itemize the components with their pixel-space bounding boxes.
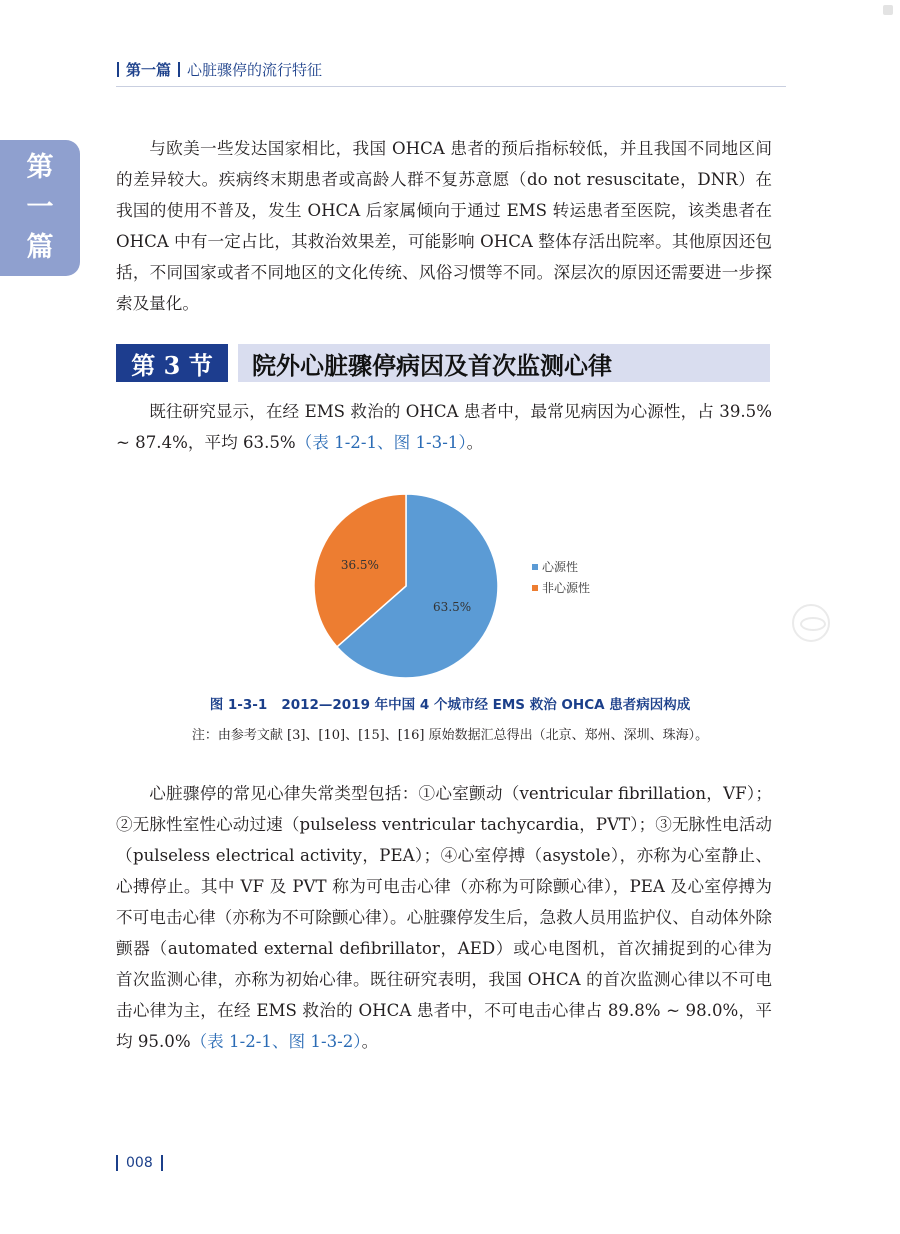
pie-slices: [314, 494, 498, 678]
paragraph-1: [116, 133, 772, 319]
pie-data-label-1: 63.5%: [433, 599, 472, 614]
section-number: 第 3 节: [116, 344, 228, 382]
paragraph-3-body: [116, 778, 772, 1057]
figure-caption: [0, 693, 900, 713]
legend-swatch-2: [532, 585, 538, 591]
paragraph-3-ref-link[interactable]: （表 1-2-1、图 1-3-2）: [190, 1032, 362, 1051]
figure-title: 2012—2019 年中国 4 个城市经 EMS 救治 OHCA 患者病因构成: [281, 697, 691, 713]
pie-chart: [300, 480, 620, 680]
header-bar-mid: [178, 62, 180, 77]
watermark-stamp: [792, 604, 830, 642]
legend-label-1: 心源性: [542, 560, 579, 574]
paragraph-2-body: [116, 396, 772, 458]
section-heading: [116, 344, 770, 382]
paragraph-2-end: 。: [466, 433, 484, 452]
legend-swatch-1: [532, 564, 538, 570]
corner-mark: [883, 5, 893, 15]
legend-label-2: 非心源性: [542, 581, 591, 595]
page-footer: [116, 1155, 163, 1171]
side-tab: [0, 140, 80, 276]
paragraph-2: [116, 396, 772, 458]
header-part: 第一篇: [126, 60, 172, 79]
paragraph-3-end: 。: [361, 1032, 379, 1051]
section-title: 院外心脏骤停病因及首次监测心律: [238, 344, 770, 382]
side-tab-char-3: 篇: [26, 232, 54, 263]
header-section: 心脏骤停的流行特征: [187, 60, 323, 79]
pie-data-label-2: 36.5%: [340, 558, 379, 573]
header-bar-left: [117, 62, 119, 77]
footer-bar-left: [116, 1155, 118, 1171]
figure-note: 注：由参考文献 [3]、[10]、[15]、[16] 原始数据汇总得出（北京、郑州、深圳、珠海）。: [191, 728, 709, 743]
side-tab-char-1: 第: [26, 152, 54, 183]
paragraph-2-text: 既往研究显示，在经 EMS 救治的 OHCA 患者中，最常见病因为心源性，占 39.5% ~ 87.4%，平均 63.5%: [116, 402, 772, 452]
side-tab-char-2: 一: [26, 192, 54, 223]
page-number: 008: [126, 1155, 153, 1171]
running-header: [116, 58, 322, 80]
footer-bar-right: [161, 1155, 163, 1171]
paragraph-3-text: 心脏骤停的常见心律失常类型包括：①心室颤动（ventricular fibrillation，VF）；②无脉性室性心动过速（pulseless ventricular tachycardia，PVT）；③无脉性电活动（pulseless electrical activity，PEA）；④心室停搏（asystole），亦称为心室静止、心搏停止。其中 VF 及 PVT 称为可电击心律（亦称为可除颤心律），PEA 及心室停搏为不可电击心律（亦称为不可除颤心律）。心脏骤停发生后，急救人员用监护仪、自动体外除颤器（automated external defibrillator，AED）或心电图机，首次捕捉到的心律为首次监测心律，亦称为初始心律。既往研究表明，我国 OHCA 的首次监测心律以不可电击心律为主，在经 EMS 救治的 OHCA 患者中，不可电击心律占 89.8% ~ 98.0%，平均 95.0%: [116, 784, 772, 1051]
figure-number: 图 1-3-1: [209, 697, 268, 713]
paragraph-2-ref-link[interactable]: （表 1-2-1、图 1-3-1）: [295, 433, 467, 452]
paragraph-3: [116, 778, 772, 1057]
header-rule: [116, 86, 786, 87]
paragraph-1-text: 与欧美一些发达国家相比，我国 OHCA 患者的预后指标较低，并且我国不同地区间的差异较大。疾病终末期患者或高龄人群不复苏意愿（do not resuscitate，DNR）在我国的使用不普及，发生 OHCA 后家属倾向于通过 EMS 转运患者至医院，该类患者在 OHCA 中有一定占比，其救治效果差，可能影响 OHCA 整体存活出院率。其他原因还包括，不同国家或者不同地区的文化传统、风俗习惯等不同。深层次的原因还需要进一步探索及量化。: [116, 139, 772, 313]
chart-legend: [532, 559, 590, 595]
